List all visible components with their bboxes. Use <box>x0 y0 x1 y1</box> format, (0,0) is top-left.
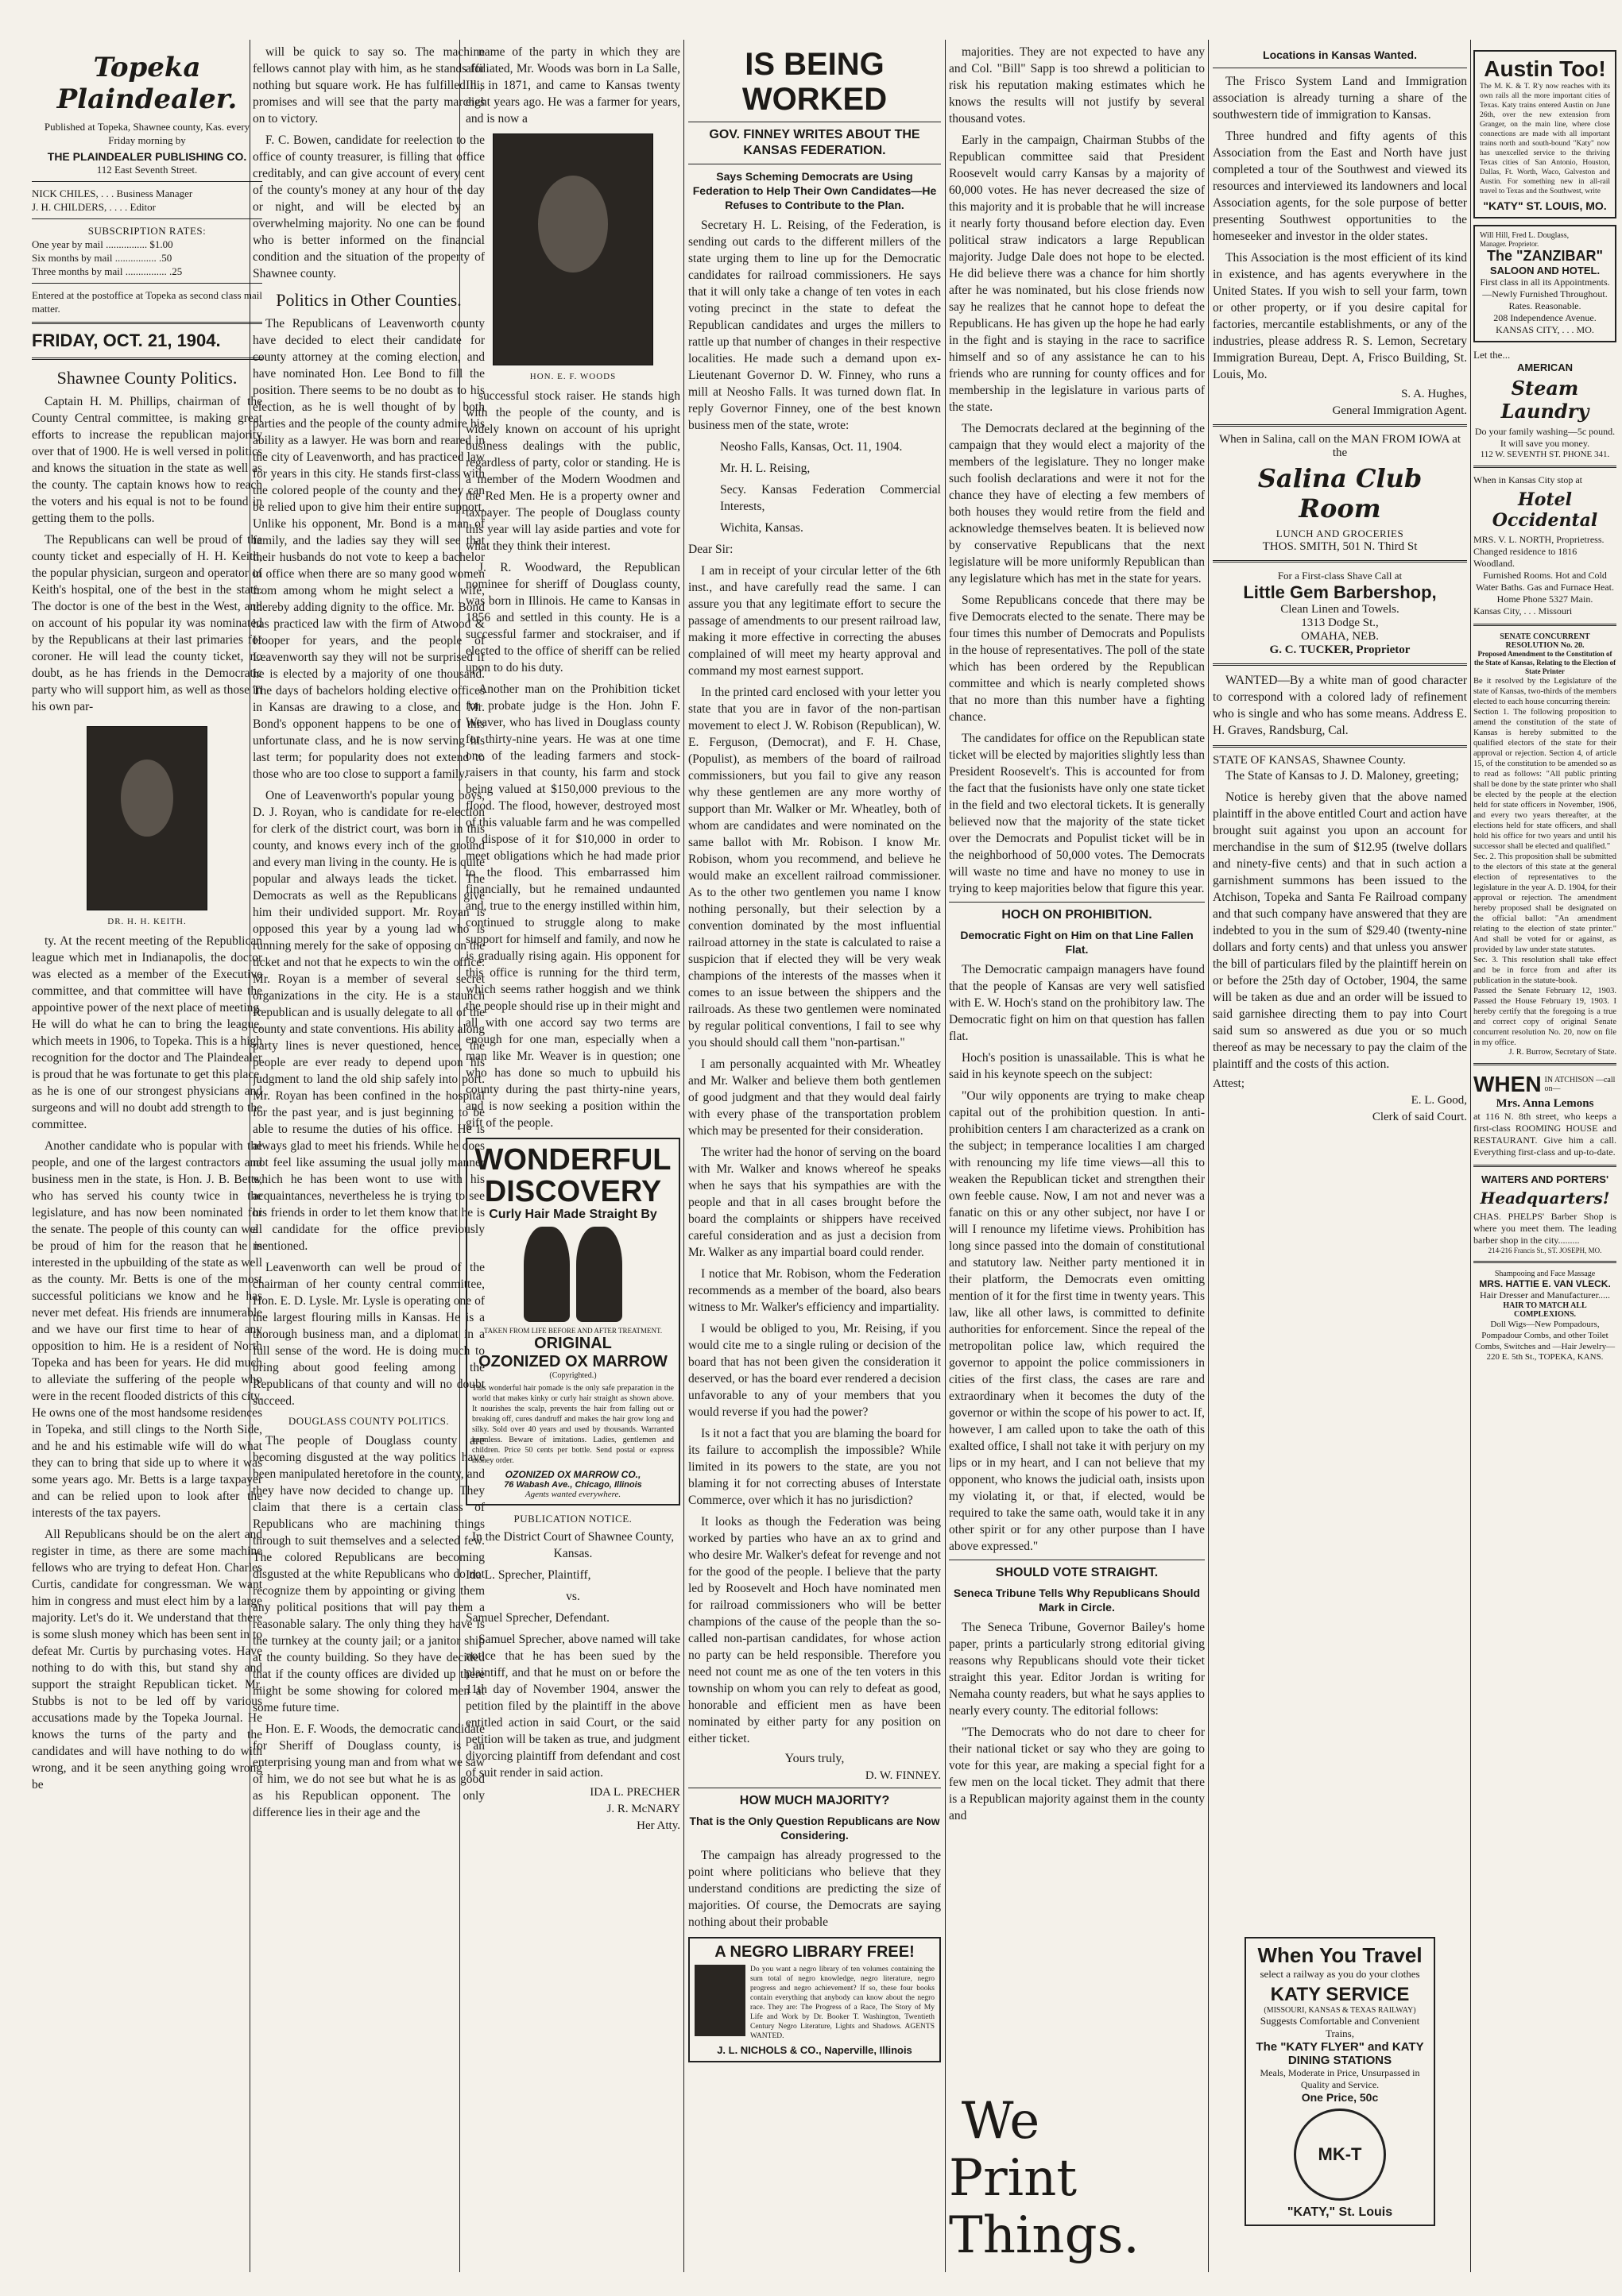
hotel-ad-line: MRS. V. L. NORTH, Proprietress. <box>1473 534 1605 545</box>
shampoo-ad-line: Hair Dresser and Manufacturer..... <box>1480 1289 1610 1301</box>
article-paragraph: I would be obliged to you, Mr. Reising, if you would cite me to a single ruling or decision of the board that has not been given the consideration it deserved, or has the board ever rendered a decision unfavorable to any of your members that you would reverse if you had the power? <box>688 1322 941 1419</box>
laundry-ad-line: Do your family washing—5c pound. It will save you money. <box>1474 426 1616 449</box>
deck: That is the Only Question Republicans are Now Considering. <box>689 1815 940 1842</box>
waiters-ad-line: WAITERS AND PORTERS' <box>1481 1173 1609 1185</box>
shampoo-ad-body: Doll Wigs—New Pompadours, Pompadour Combs, and other Toilet Combs, Switches and —Hair Jewelry— <box>1474 1320 1616 1351</box>
masthead-publisher: THE PLAINDEALER PUBLISHING CO. <box>47 150 247 163</box>
letter-line: Neosho Falls, Kansas, Oct. 11, 1904. <box>720 440 903 454</box>
column-rule <box>945 40 946 2272</box>
article-paragraph: Captain H. M. Phillips, chairman of the County Central committee, is making great efforts to increase the republican majority over that of 1900. He is well versed in politics and knows the situation in the state as well as the county. The captain knows how to reach the voters and his equal is not to be found in getting them to the polls. <box>32 395 262 525</box>
article-paragraph: name of the party in which they are affiliated, Mr. Woods was born in La Salle, Ill., in 1871, and came to Kansas twenty eight years ago. He was a farmer for years, and is now a <box>466 45 680 126</box>
when-ad-body: at 116 N. 8th street, who keeps a first-class ROOMING HOUSE and RESTAURANT. Give him a call. Everything first-class and up-to-date. <box>1473 1111 1616 1158</box>
resolution-text: Be it resolved by the Legislature of the state of Kansas, two-thirds of the members elected to each house concurring therein: <box>1473 677 1616 706</box>
ad-line: Let the... <box>1473 349 1511 361</box>
article-heading: Shawnee County Politics. <box>56 368 238 388</box>
column-rule <box>683 40 684 2272</box>
legal-paragraph: The State of Kansas to J. D. Maloney, greeting; <box>1225 769 1459 783</box>
ad-copyright: (Copyrighted.) <box>549 1371 597 1380</box>
article-paragraph: "The Democrats who do not dare to cheer for their national ticket or say who they are going to vote for this year, are making a special fight for a few men on the local ticket. They admit that there is a Republican majority against them in the county and <box>949 1726 1205 1822</box>
when-ad-title: WHEN <box>1473 1072 1542 1096</box>
ad-title: KATY SERVICE <box>1270 1984 1410 2005</box>
austin-ad <box>1473 50 1616 218</box>
entered-notice: Entered at the postoffice at Topeka as second class mail matter. <box>32 289 262 315</box>
laundry-ad-line: AMERICAN <box>1516 361 1574 373</box>
ad-company: OZONIZED OX MARROW CO., <box>505 1469 641 1480</box>
before-after-illustration <box>472 1227 674 1322</box>
wanted-notice: WANTED—By a white man of good character to correspond with a colored lady of refinement who is single and who has some means. Address E. H. Graves, Randsburg, Cal. <box>1213 674 1467 737</box>
article-paragraph: The writer had the honor of serving on the board with Mr. Walker and knows whereof he speaks when he says that his sympathies are with the people and that in all cases brought before the board the complaints or shippers have received careful consideration and as just a decision from Mr. Walker as any impartial board could render. <box>688 1146 941 1259</box>
ad-line: "KATY," St. Louis <box>1287 2205 1393 2219</box>
rate-line: One year by mail ................ $1.00 <box>32 238 173 250</box>
notice-signature: Her Atty. <box>637 1819 680 1832</box>
ad-body: Do you want a negro library of ten volumes containing the sum total of negro knowledge, negro literature, negro progress and negro achievement? If so, these four books contain everything that anybody can know about the negro race. They are: The Progress of a Race, The Story of My Life and Work by Dr. Booker T. Washington, Twentieth Century Negro Literature, Lights and Shadows. AGENTS WANTED. <box>750 1966 935 2040</box>
article-paragraph: Hon. E. F. Woods, the democratic candidate for Sheriff of Douglass county, is an enterprising young man and from what we saw of him, we do not see but what he is as good as his Republican opponent. The only difference lies in their age and the <box>253 1722 485 1819</box>
column-5 <box>949 44 1205 2264</box>
column-7 <box>1473 44 1616 2264</box>
ad-line: Suggests Comfortable and Convenient Trains, <box>1260 2015 1420 2039</box>
article-paragraph: The Democratic campaign managers have found that the people of Kansas are very well satisfied with E. W. Hoch's stand on the prohibitory law. The Democratic fight on him on that question has fallen flat. <box>949 963 1205 1043</box>
ad-subtitle: Curly Hair Made Straight By <box>489 1208 657 1221</box>
signature: S. A. Hughes, <box>1401 388 1467 400</box>
legal-heading: STATE OF KANSAS, Shawnee County. <box>1213 754 1406 767</box>
column-2 <box>253 44 485 2264</box>
article-paragraph: The candidates for office on the Republican state ticket will be elected by majorities slightly less than President Roosevelt's. This is accounted for from the fact that the fusionists have only one state ticket in the field and two electoral tickets. It is generally believed now that the majority of the state ticket over the Democrats and Populist ticket will be in the neighborhood of 50,000 votes. The Democrats will waste no time and have no money to use in trying to keep majorities below that figure this year. <box>949 732 1205 895</box>
ad-body: This wonderful hair pomade is the only safe preparation in the world that makes kinky or curly hair straight as shown above. It nourishes the scalp, prevents the hair from falling out or breaking off, cures dandruff and makes the hair grow long and silky. Sold over 40 years and used by thousands. Warranted harmless. Beware of imitations. Ladies, gentlemen and children. Price 50 cents per bottle. Send postal or express money order. <box>472 1384 674 1465</box>
portrait-caption: DR. H. H. KEITH. <box>107 917 187 926</box>
laundry-ad-line: 112 W. SEVENTH ST. PHONE 341. <box>1480 450 1610 459</box>
hotel-ad-line: When in Kansas City stop at <box>1473 474 1582 485</box>
ad-body: The M. K. & T. R'y now reaches with its own rails all the more important cities of Texas. Katy trains entered Austin on June 26th, over the new extension from Granger, on the main line, where close connections are made with all important trains north and south-bound "Katy" now has unexcelled service to the thriving Texas cities of San Antonio, Houston, Dallas, Ft. Worth, Waco, Galveston and Austin. For something new in all-rail travel to Texas and the Southwest, write <box>1480 83 1610 195</box>
zanzibar-ad <box>1473 225 1616 342</box>
column-3 <box>466 44 680 2264</box>
ad-title: SALOON AND HOTEL. <box>1489 265 1601 276</box>
shampoo-ad-title: MRS. HATTIE E. VAN VLECK. <box>1479 1278 1611 1289</box>
rate-line: Three months by mail ................ .25 <box>32 265 183 277</box>
waiters-ad-body: CHAS. PHELPS' Barber Shop is where you meet them. The leading barber shop in the city......... <box>1473 1211 1616 1246</box>
waiters-ad-address: 214-216 Francis St., ST. JOSEPH, MO. <box>1488 1247 1602 1254</box>
shampoo-ad-address: 220 E. 5th St., TOPEKA, KANS. <box>1486 1352 1604 1362</box>
letter-close: Yours truly, <box>784 1752 845 1765</box>
article-paragraph: The Democrats declared at the beginning of the campaign that they would elect a majority of the members of the legislature. They no longer make such foolish declarations and were it not for the chance they have of electing a few members of both houses they would retire from the field and acknowledge themselves beaten. It is believed now by conservative Republicans that the next legislature will be more uniformly Republican than any legislature which has met in the state for years. <box>949 422 1205 586</box>
article-paragraph: Leavenworth can well be proud of the chairman of her county central committee, Hon. E. D. Lysle. Mr. Lysle is operating one of the largest flouring mills in Kansas. He is a thorough business man, and a diplomat in a full sense of the word. He is doing much to bring about good feeling among the Republicans of that county and will no doubt succeed. <box>253 1261 485 1408</box>
barber-ad-line: 1313 Dodge St., <box>1301 617 1379 629</box>
article-paragraph: will be quick to say so. The machine fellows cannot play with him, as he stands for nothing but square work. He has fulfilled his promises and will see that the party marches on to victory. <box>253 45 485 126</box>
article-heading: Locations in Kansas Wanted. <box>1263 48 1417 61</box>
when-ad-line: IN ATCHISON —call on— <box>1544 1076 1616 1093</box>
letter-line: Mr. H. L. Reising, <box>720 462 811 475</box>
salina-ad-line: When in Salina, call on the MAN FROM IOWA at the <box>1218 433 1461 459</box>
katy-logo: MK-T <box>1294 2109 1386 2201</box>
portrait-caption: HON. E. F. WOODS <box>529 372 617 381</box>
ad-line: One Price, 50c <box>1301 2091 1379 2104</box>
deck: Says Scheming Democrats are Using Federation to Help Their Own Candidates—He Refuses to Contribute to the Plan. <box>692 170 937 211</box>
resolution-heading: SENATE CONCURRENT RESOLUTION No. 20. <box>1500 632 1590 650</box>
notice-signature: J. R. McNARY <box>606 1803 680 1815</box>
article-paragraph: Secretary H. L. Reising, of the Federation, is sending out cards to the different millers of the state urging them to line up for the Democratic candidates for railroad commissioners. He says that it will only take a change of ten votes in each voting precinct in the state to defeat the Republican candidates and urges the millers to rattle up that number of changes in their respective localities. He made such a demand upon ex-Lieutenant Governor D. W. Finney, who runs a mill at Neosho Falls. It was turned down flat. In reply Governor Finney, one of the best known business men of the state, wrote: <box>688 218 941 432</box>
letter-signature: D. W. FINNEY. <box>865 1769 941 1782</box>
ad-big-word: Print <box>949 2149 1078 2208</box>
letter-line: Secy. Kansas Federation Commercial Interests, <box>720 483 941 513</box>
ad-line: 208 Independence Avenue. <box>1493 312 1597 323</box>
ad-big-word: We <box>961 2092 1040 2151</box>
legal-signature: E. L. Good, <box>1411 1094 1467 1107</box>
article-paragraph: The Frisco System Land and Immigration association is already turning a share of the southwestern tide of immigration to Kansas. <box>1213 75 1467 122</box>
deck: Democratic Fight on Him on that Line Fallen Flat. <box>960 929 1194 956</box>
article-paragraph: In the printed card enclosed with your letter you state that you are in favor of the non-partisan movement to elect J. W. Robison (Republican), W. E. Ferguson, (Democrat), and F. H. Chase, (Populist), as members of the board of railroad commissioners, but you fail to give any reason why these gentlemen are any more worthy of support than Mr. Walker or Mr. Wheatley, both of whom are candidates and were nominated on the same ballot with Mr. Robison. I know Mr. Robison, whom you recommend, and believe he would make an excellent railroad commissioner. As to the other two gentlemen you name I know nothing personally, but their selection by a convention dominated by the most influential railroad attorney in the state is calculated to raise a suspicion that if elected they will be very weak champions of the interests of the masses when it comes to an issue between the shippers and the railroads. As these two gentlemen were nominated by regular political conventions, I fail to see why you should should call them "non-partisan." <box>688 686 941 1049</box>
resolution-text: Section 1. The following proposition to amend the constitution of the state of Kansas is hereby submitted to the qualified electors of the state for their approval or rejection. Section 4, of article 15, of the constitution to be amended so as to read as follows: "All public printing shall be done by the state printer who shall be elected by the people at the election held for state officers in November, 1906, and every two years thereafter, at the elections held for state officers, and shall hold his office for two years and until his successor shall be elected and qualified." <box>1473 708 1616 851</box>
salina-ad-line: THOS. SMITH, 501 N. Third St <box>1262 540 1418 553</box>
notice-signature: IDA L. PRECHER <box>590 1786 680 1799</box>
rates-heading: SUBSCRIPTION RATES: <box>87 225 207 237</box>
column-rule <box>1208 40 1209 2272</box>
article-paragraph: This Association is the most efficient of its kind in existence, and has agents everywhere in the United States. If you wish to sell your farm, town or other property, or if you desire capital for factories, mercantile establishments, or any of the industries, please address R. S. Lemon, Secretary Immigration Bureau, Dept. A, Frisco Building, St. Louis, Mo. <box>1213 251 1467 381</box>
masthead-title: Topeka Plaindealer. <box>56 52 238 115</box>
headline: IS BEING WORKED <box>741 47 888 117</box>
ad-address: 76 Wabash Ave., Chicago, Illinois <box>504 1480 642 1490</box>
ad-company: J. L. NICHOLS & CO., Naperville, Illinois <box>717 2044 912 2056</box>
article-paragraph: I notice that Mr. Robison, whom the Federation recommends as a member of the board, also bears witness to Mr. Walker's efficiency and impartiality. <box>688 1267 941 1314</box>
article-paragraph: One of Leavenworth's popular young boys, D. J. Royan, who is candidate for re-election for clerk of the district court, was born in this county, and knows every inch of the ground and every man living in the county. He is quite popular and always leads the ticket. The Democrats as well as the Republicans give him their undivided support. Mr. Royan is opposed this year by a young lad who is running merely for the sake of opposing on the ticket and not that he expects to win the office. Mr. Royan is a member of several secret organizations in the city. He is a staunch Republican and is usually delegate to all of the county and state conventions. His ability along party lines is never questioned, hence, the people are ever ready to depend upon his judgment to land the old ship safely into port. Mr. Royan has been confined in the hospital for the past year, and is just beginning to be able to resume the duties of his office. He is always glad to meet his friends. While he does not feel like assuming the usual jolly manner which he has been wont to use with his acquaintances, nevertheless he is trying to see his friends in order to let them know that he is a candidate for the office previously mentioned. <box>253 789 485 1253</box>
column-6 <box>1213 44 1467 2264</box>
deck: Seneca Tribune Tells Why Republicans Should Mark in Circle. <box>953 1587 1201 1614</box>
ad-product: OZONIZED OX MARROW <box>478 1353 668 1370</box>
article-paragraph: The Republicans can well be proud of the county ticket and especially of H. H. Keith, the popular physician, surgeon and operator of Keith's hospital, one of the best in the state. The doctor is one of the best in the West, and on account of his popular ity was nominated by the Republicans at their last primaries for coroner. He will lead the county ticket, no doubt, as he has friends in the Democratic party who will support him, as well as those in his own par- <box>32 533 262 713</box>
resolution-subheading: Proposed Amendment to the Constitution of the State of Kansas, Relating to the Election of State Printer <box>1473 650 1616 675</box>
article-paragraph: Another man on the Prohibition ticket for probate judge is the Hon. John F. Weaver, who has lived in Douglass county for thirty-nine years. He was at one time one of the leading farmers and stock-raisers in that county, his farm and stock being valued at $150,000 previous to the flood. The flood, however, destroyed most of this valuable farm and he was compelled to dispose of it for $10,000 in order to meet obligations which he had made prior to the flood. This embarrassed him financially, but he remained undaunted and, true to the energy instilled within him, continued to struggle along to make support for himself and family, and now he is gradually rising again. His opponent for this office is running for the third term, which seems rather hoggish and we think the people should rise up in their might and all with one accord say two terms are enough for one man, especially when a man like Mr. Weaver is in question; one who has done so much to upbuild his county during the past thirty-nine years, and is now seeking a position within the gift of the people. <box>466 682 680 1130</box>
resolution-signature: J. R. Burrow, Secretary of State. <box>1508 1048 1616 1057</box>
negro-library-ad <box>688 1937 941 2062</box>
article-heading: Politics in Other Counties. <box>276 290 462 310</box>
ad-line: Manager. Proprietor. <box>1480 240 1539 248</box>
issue-date: FRIDAY, OCT. 21, 1904. <box>32 330 221 350</box>
ad-big-word: Things. <box>949 2206 1140 2264</box>
article-paragraph: majorities. They are not expected to have any and Col. "Bill" Sapp is too shrewd a politician to risk his reputation making estimates which he knows the results will not justify by several thousand votes. <box>949 45 1205 126</box>
hotel-ad-title: Hotel Occidental <box>1492 489 1598 531</box>
article-paragraph: Is it not a fact that you are blaming the board for its failure to accomplish the impossible? While limited in its powers to the state, are you not blaming it for not correcting abuses of Interstate Commerce, over which it has no jurisdiction? <box>688 1427 941 1507</box>
ad-agents: Agents wanted everywhere. <box>525 1490 621 1499</box>
article-paragraph: I am personally acquainted with Mr. Wheatley and Mr. Walker and believe them both gentlemen of good judgment and that they would deal fairly with every phase of the transportation problem which may be presented for their consideration. <box>688 1057 941 1138</box>
ad-title: Austin Too! <box>1484 56 1606 81</box>
salina-ad-title: Salina Club Room <box>1257 463 1423 524</box>
ad-line: Meals, Moderate in Price, Unsurpassed in Quality and Service. <box>1260 2067 1420 2090</box>
article-paragraph: The Seneca Tribune, Governor Bailey's home paper, prints a particularly strong editorial giving reasons why Republicans should vote their ticket straight this year. Editor Jordan is writing for Nemaha county readers, but what he says applies to nearly every county. The editorial follows: <box>949 1621 1205 1718</box>
notice-line: vs. <box>566 1590 580 1603</box>
barber-ad-title: Little Gem Barbershop, <box>1243 582 1437 602</box>
notice-heading: PUBLICATION NOTICE. <box>513 1513 633 1525</box>
when-ad-name: Mrs. Anna Lemons <box>1496 1097 1594 1110</box>
ad-line: Will Hill, Fred L. Douglass, <box>1480 231 1570 240</box>
ad-line: select a railway as you do your clothes <box>1260 1968 1420 1980</box>
we-print-things-ad <box>949 2092 1140 2264</box>
signature: General Immigration Agent. <box>1332 404 1467 417</box>
article-paragraph: The Republicans of Leavenworth county have decided to elect their candidate for county attorney at the coming election, and have nominated Hon. Lee Bond to fill the position. There seems to be no doubt as to his election, as he is well thought of by both parties and the people of the county admire his ability as a lawyer. He was born and reared in the city of Leavenworth, and has practiced law for years in this city. He stands first-class with the colored people of the county and they can be relied upon to give him their entire support. Unlike his opponent, Mr. Bond is a man of family, and the ladies say they will see that their husbands do not vote to keep a bachelor in office when there are so many good women from among whom he might select a wife, thereby adding dignity to the office. Mr. Bond has practiced law with the firm of Atwood & Hooper for years, and the people of Leavenworth say they will not be surprised if he is elected by a majority of one thousand. The days of bachelors holding elective offices in Kansas are drawing to a close, and Mr. Bond's opponent happens to be one of this unfortunate class, and he is now serving his last term; for popularity does not extend to those who are too close to support a family. <box>253 317 485 781</box>
shampoo-ad-line: Shampooing and Face Massage <box>1494 1270 1596 1278</box>
ad-title: WONDERFUL <box>474 1143 672 1177</box>
ox-marrow-ad <box>466 1138 680 1506</box>
legal-paragraph: Notice is hereby given that the above named plaintiff in the above entitled Court and action have brought suit against you upon an account for merchandise in the sum of $12.95 (twelve dollars and ninety-five cents) and that in such action a garnishment summons has been issued to the Atchison, Topeka and Santa Fe Railroad company and that such company have answered that they are indebted to you in the sum of $29.40 (twenty-nine dollars and forty cents) and that unless you answer the bill of particulars filed by the plaintiff herein on or before the 25th day of October, 1904, the same will be taken as due and an order will be issued to said garnishee directing them to pay into Court said sum so answered as due you or so much thereof as may be necessary to pay the claim of the plaintiff and the costs of this action. <box>1213 790 1467 1071</box>
shampoo-ad-line: HAIR TO MATCH ALL COMPLEXIONS. <box>1503 1301 1587 1319</box>
ad-line: The "KATY FLYER" and KATY DINING STATIONS <box>1256 2040 1424 2067</box>
hotel-ad-line: Furnished Rooms. Hot and Cold Water Baths. Gas and Furnace Heat. <box>1476 570 1614 593</box>
article-paragraph: Some Republicans concede that there may be five Democrats elected to the senate. There may be four times this number of Democrats and Populists in the house of representatives. The poll of the state which has been ordered by the Republican committee and which is nearly completed shows that no more than this number have a fighting chance. <box>949 593 1205 724</box>
ad-line: (MISSOURI, KANSAS & TEXAS RAILWAY) <box>1264 2006 1416 2015</box>
article-paragraph: ty. At the recent meeting of the Republican league which met in Indianapolis, the doctor was elected as a member of the Executive committee, and that committee will have the appointive power of the next place of meeting. He will do what he can to bring the league, which meets in 1906, to Topeka. This is a high recognition for the doctor and The Plaindealer is proud that he was fortunate to get this place, as he is one of our strongest physicians and surgeons and will no doubt add strength to the committee. <box>32 934 262 1131</box>
article-paragraph: J. R. Woodward, the Republican nominee for sheriff of Douglass county, was born in Illinois. He came to Kansas in 1856 and settled in this county. He is a successful farmer and stockraiser, and if elected to the office of sheriff can be relied upon to do his duty. <box>466 561 680 674</box>
letter-line: Wichita, Kansas. <box>720 521 803 535</box>
ad-title: When You Travel <box>1257 1943 1423 1967</box>
deck: GOV. FINNEY WRITES ABOUT THE KANSAS FEDERATION. <box>709 128 920 157</box>
article-paragraph: "Our wily opponents are trying to make cheap capital out of the prohibition question. In anti-prohibition centers I am characterized as a crank on the subject; in temperance localities I am charged with renouncing my life time views—all this to weaken the Republican ticket and strengthen their own feeble cause. Now, I am not and never was a fanatic on this or any other subject, nor have I or will I renounce my lifetime views. Prohibition has long since passed into the domain of constitutional and statutory law. Neither party mentioned it in their platform, the Democrats even omitting mention of it for the first time in twenty years. This law, like all other laws, is committed to definite authorities for enforcement. Since the repeal of the metropolitan police law, which required the governor to appoint the police commissioners in cities of the first class, the cases are rare and extraordinary when it becomes the duty of the governor or within the scope of his power to act. If, however, I am called upon to take the oath of this exalted office, I shall not take it with perjury on my lips or in my heart, and I can not believe that my opponent, who knows the judicial oath, insists upon my violating it, or that, if elected, would be required to take the same oath, would take it in any other spirit or for any other purpose than I have above expressed." <box>949 1089 1205 1553</box>
ad-body: First class in all its Appointments.—Newly Furnished Throughout. Rates. Reasonable. <box>1480 276 1610 311</box>
rate-line: Six months by mail ................ .50 <box>32 252 172 264</box>
barber-ad-line: OMAHA, NEB. <box>1301 630 1379 643</box>
legal-signature: Clerk of said Court. <box>1372 1111 1467 1123</box>
salina-ad-line: LUNCH AND GROCERIES <box>1276 528 1404 539</box>
subheading: SHOULD VOTE STRAIGHT. <box>995 1566 1159 1579</box>
subheading: DOUGLASS COUNTY POLITICS. <box>288 1415 450 1427</box>
article-paragraph: Hoch's position is unassailable. This is what he said in his keynote speech on the subject: <box>949 1051 1205 1081</box>
portrait-dr-keith <box>87 726 207 910</box>
article-paragraph: The people of Douglass county are becoming disgusted at the way politics have been manipulated heretofore in the county, and they have now decided to change up. They claim that there is a certain class of Republicans who are machining things through to suit themselves and a selected few. The colored Republicans are becoming disgusted at the white Republicans who do not recognize them by appointing or giving them any political positions that will pay them a reasonable salary. The only thing they have is the turnkey at the county jail; or a janitor ship at the county building. So they have decided that if the county offices are divided up there might be some showing for colored men at some future time. <box>253 1434 485 1714</box>
hotel-ad-line: Changed residence to 1816 Woodland. <box>1473 546 1577 569</box>
letter-line: Dear Sir: <box>688 543 734 556</box>
article-paragraph: It looks as though the Federation was being worked by parties who have an ax to grind and who desire Mr. Walker's defeat for revenge and not for the good of the people. I believe that the party led by Roosevelt and Hoch have nominated men for railroad commissioners who will be better champions of the cause of the people than the so-called non-partisan candidates, for whose action no party can be held responsible. Therefore you need not count me as one of the ten voters in this township on whom you can rely to defeat as good, honorable and efficient men as have been nominated by either party for any position on either ticket. <box>688 1515 941 1745</box>
ad-caption: TAKEN FROM LIFE BEFORE AND AFTER TREATMENT. <box>483 1327 663 1335</box>
column-rule <box>1470 40 1471 2272</box>
article-paragraph: Three hundred and fifty agents of this Association from the East and North have just completed a tour of the Southwest and viewed its resources and interviewed its landowners and local Association agents, for the sole purpose of better presenting Southwest opportunities to the homeseeker and investor in the older states. <box>1213 129 1467 243</box>
subheading: HOW MUCH MAJORITY? <box>739 1794 890 1807</box>
resolution-text: Sec. 3. This resolution shall take effect and be in force from and after its publication in the statute-book. <box>1473 956 1616 985</box>
notice-body: Samuel Sprecher, above named will take notice that he has been sued by the plaintiff, and that he must on or before the 11th day of November 1904, answer the petition filed by the plaintiff in the above entitled action in said Court, or the said petition will be taken as true, and judgment divorcing plaintiff from defendant and cost of suit render in said action. <box>466 1633 680 1780</box>
notice-line: Samuel Sprecher, Defendant. <box>466 1611 610 1625</box>
article-paragraph: All Republicans should be on the alert and register in time, as there are some machine fellows who are trying to defeat Hon. Charles Curtis, candidate for congressman. We want him in congress and must elect him by a large majority. Let's do it. We understand that there is some slush money which has been sent in to defeat Mr. Curtis by purchasing votes. Have nothing to do with this, but stand shy and support the straight Republican ticket. Mr. Stubbs is not to be led off by various accusations made by the Topeka Journal. He knows the turns of the party and the candidates and will have nothing to do with wrong, and it be seen anything going wrong be <box>32 1528 262 1792</box>
article-paragraph: successful stock raiser. He stands high with the people of the county, and is widely known on account of his upright business dealings with the public, regardless of party, color or standing. He is a member of the Modern Woodmen and the Red Men. He is a property owner and taxpayer. The people of Douglass county this year will lay aside parties and vote for what they think their interest. <box>466 389 680 553</box>
article-paragraph: The campaign has already progressed to the point where politicians who believe that they understand conditions are predicting the size of majorities. Of course, the Democrats are saying nothing about their probable <box>688 1849 941 1929</box>
column-1 <box>32 44 262 2264</box>
masthead-address: 112 East Seventh Street. <box>96 164 198 176</box>
notice-line: Ida L. Sprecher, Plaintiff, <box>466 1568 591 1582</box>
hotel-ad-line: Home Phone 5327 Main. <box>1496 593 1593 605</box>
article-paragraph: I am in receipt of your circular letter of the 6th inst., and have carefully read the same. I can assure you that any legitimate effort to secure the passage of amendments to our present railroad law, making it more effective in correcting the abuses complained of will meet my hearty approval and command my most earnest support. <box>688 564 941 678</box>
notice-line: In the District Court of Shawnee County, Kansas. <box>471 1530 675 1560</box>
portrait-woods <box>493 133 653 365</box>
article-paragraph: Early in the campaign, Chairman Stubbs of the Republican committee said that President Roosevelt would carry Kansas by a majority of 60,000 votes. He has never decreased the size of this majority and it is probable that he will increase it nearly forty thousand before election day. Even political straw indicators a large Republican majority. Judge Dale does not hope to be elected. He did believe there was a chance for him shortly after he was nominated, but his close friends now say he realizes that he cannot hope to defeat the Republicans. He has given up the hope he had early in the fight and is staying in the race to sacrifice himself and so of any assistance he can to his friends who are running for county offices and for membership in the legislature in various parts of the state. <box>949 133 1205 414</box>
ad-line: KANSAS CITY, . . . MO. <box>1496 324 1594 335</box>
article-paragraph: Another candidate who is popular with the people, and one of the largest contractors and business men in the state, is Hon. J. B. Betts, who has served his county twice in the legislature, and has now been nominated for the senate. The people of this county can well be proud of him for the reason that he is interested in the upbuilding of the state as well as the county. Mr. Betts is one of the most successful politicians we know and he has never met defeat. His friends are innumerable and we have our first time to hear of any opposition to him. He is a resident of North Topeka and has been for years. He did much to alleviate the suffering of the people who were in the recent flooded districts of this city. He owns one of the most handsome residences in Topeka, and still clings to the North Side, and he and his estimable wife will do what they can to bring that side up to where it was some years ago. Mr. Betts is a large taxpayer and can be relied upon to look after the interests of the tax payers. <box>32 1139 262 1520</box>
barber-ad-line: For a First-class Shave Call at <box>1277 570 1403 582</box>
article-paragraph: F. C. Bowen, candidate for reelection to the office of county treasurer, is filling that office creditably, and can give account of every cent of the county's money at any hour of the day or night, and will be elected by an overwhelming majority. No one can be found who is better informed on the financial condition and the situation of the property of Shawnee county. <box>253 133 485 280</box>
staff-line: J. H. CHILDERS, . . . . Editor <box>32 201 156 213</box>
hotel-ad-line: Kansas City, . . . Missouri <box>1473 605 1573 617</box>
column-4 <box>688 44 941 2264</box>
masthead-published: Published at Topeka, Shawnee county, Kas. every Friday morning by <box>44 121 250 146</box>
barber-ad-line: Clean Linen and Towels. <box>1280 603 1399 616</box>
laundry-ad-title: Steam Laundry <box>1500 377 1589 423</box>
ad-title: A NEGRO LIBRARY FREE! <box>714 1943 915 1961</box>
barber-ad-line: G. C. TUCKER, Proprietor <box>1269 644 1411 656</box>
katy-service-ad <box>1245 1937 1435 2226</box>
waiters-ad-title: Headquarters! <box>1480 1189 1610 1208</box>
resolution-text: Passed the Senate February 12, 1903. Passed the House February 19, 1903. I hereby certify that the foregoing is a true and correct copy of original Senate concurrent resolution No. 20, now on file in my office. <box>1473 987 1616 1047</box>
legal-signature: Attest; <box>1213 1077 1245 1090</box>
staff-line: NICK CHILES, . . . Business Manager <box>32 187 193 199</box>
ad-title: DISCOVERY <box>484 1175 662 1208</box>
book-illustration <box>695 1965 745 2036</box>
subheading: HOCH ON PROHIBITION. <box>1001 908 1152 922</box>
ad-signature: "KATY" ST. LOUIS, MO. <box>1483 199 1607 212</box>
resolution-text: Sec. 2. This proposition shall be submitted to the electors of this state at the general election of representatives to the legislature in the year A. D. 1904, for their approval or rejection. The amendment hereby proposed shall be designated on the official ballot: "An amendment relating to the election of state printer." And shall be voted for or against, as provided by law under state statutes. <box>1473 852 1616 954</box>
ad-title: The "ZANZIBAR" <box>1486 248 1604 264</box>
ad-product: ORIGINAL <box>534 1335 612 1352</box>
